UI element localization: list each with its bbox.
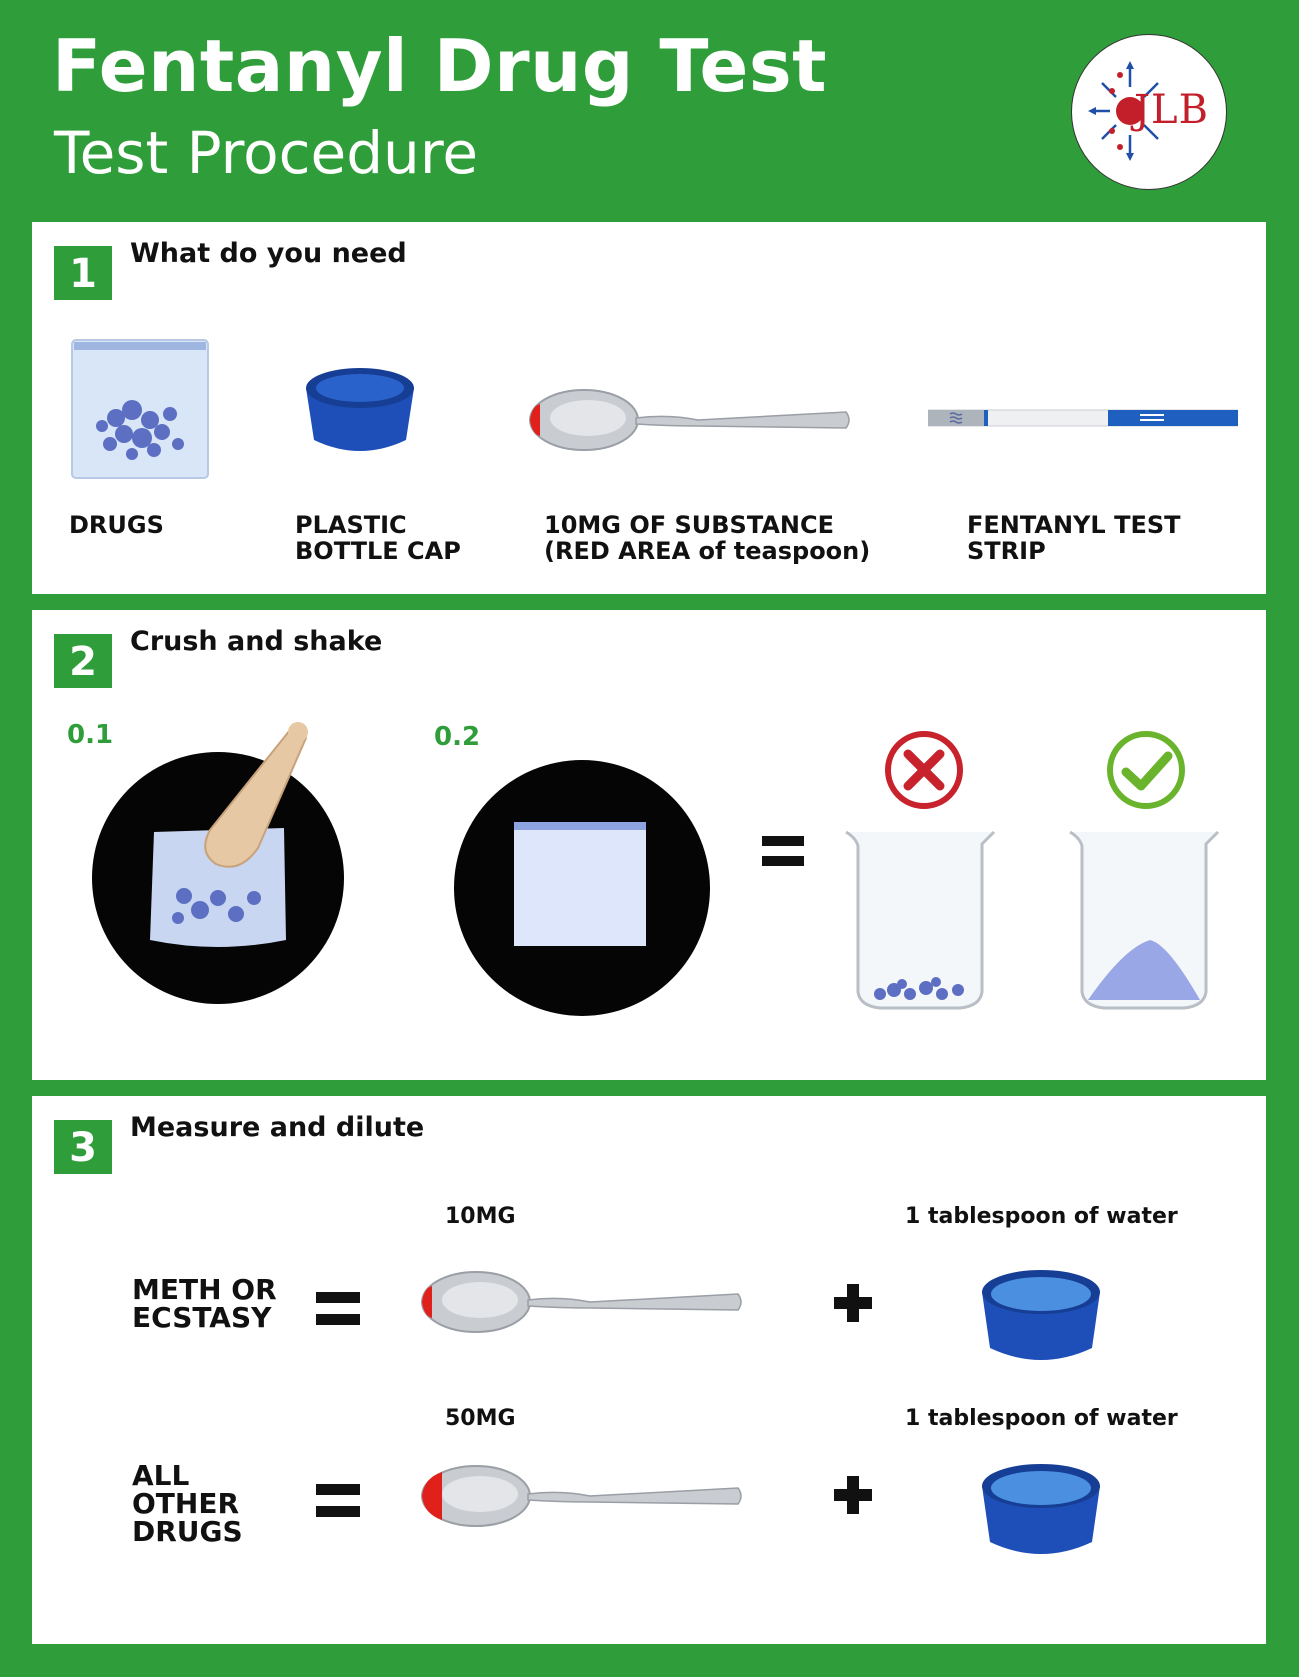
page-title: Fentanyl Drug Test: [52, 24, 828, 108]
dose-label-10mg: 10MG: [445, 1204, 516, 1229]
dose-label-50mg: 50MG: [445, 1406, 516, 1431]
water-label-1: 1 tablespoon of water: [905, 1204, 1178, 1229]
logo-text: JLB: [1134, 87, 1209, 133]
item-label-teaspoon: 10MG OF SUBSTANCE (RED AREA of teaspoon): [544, 511, 871, 565]
substance-label-other: ALL OTHER DRUGS: [132, 1459, 243, 1548]
step1-panel: [32, 222, 1266, 594]
step1-title: What do you need: [130, 238, 407, 269]
test-strip-icon: [928, 408, 1238, 428]
step3-panel: [32, 1096, 1266, 1644]
equals-sign: [762, 836, 806, 868]
page-subtitle: Test Procedure: [54, 119, 479, 187]
step2-panel: [32, 610, 1266, 1080]
substep-label-a: 0.1: [67, 720, 114, 750]
equals-sign: [316, 1484, 362, 1520]
cross-icon: [882, 728, 966, 812]
check-icon: [1104, 728, 1188, 812]
teaspoon-10mg-icon: [420, 1264, 744, 1340]
step3-number: 3: [54, 1120, 112, 1174]
crushing-bag-illustration: [90, 718, 352, 1006]
substance-label-meth: METH OR ECSTASY: [132, 1273, 277, 1334]
plus-sign: [832, 1282, 874, 1324]
drug-bag-icon: [66, 334, 216, 484]
teaspoon-icon: [528, 382, 852, 458]
bottle-cap-water-icon: [976, 1458, 1106, 1566]
water-label-2: 1 tablespoon of water: [905, 1406, 1178, 1431]
beaker-powder-illustration: [1064, 828, 1224, 1012]
item-label-bottle-cap: PLASTIC BOTTLE CAP: [295, 511, 461, 565]
equals-sign: [316, 1292, 362, 1328]
jlb-logo: [1071, 34, 1227, 190]
item-label-drugs: DRUGS: [69, 511, 164, 539]
step2-title: Crush and shake: [130, 626, 383, 657]
beaker-chunks-illustration: [840, 828, 1000, 1012]
plus-sign: [832, 1474, 874, 1516]
crushed-bag-illustration: [452, 758, 712, 1018]
step2-number: 2: [54, 634, 112, 688]
step3-title: Measure and dilute: [130, 1112, 425, 1143]
bottle-cap-icon: [300, 362, 420, 462]
substep-label-b: 0.2: [434, 722, 481, 752]
item-label-test-strip: FENTANYL TEST STRIP: [967, 511, 1181, 565]
bottle-cap-water-icon: [976, 1264, 1106, 1372]
teaspoon-50mg-icon: [420, 1458, 744, 1534]
step1-number: 1: [54, 246, 112, 300]
